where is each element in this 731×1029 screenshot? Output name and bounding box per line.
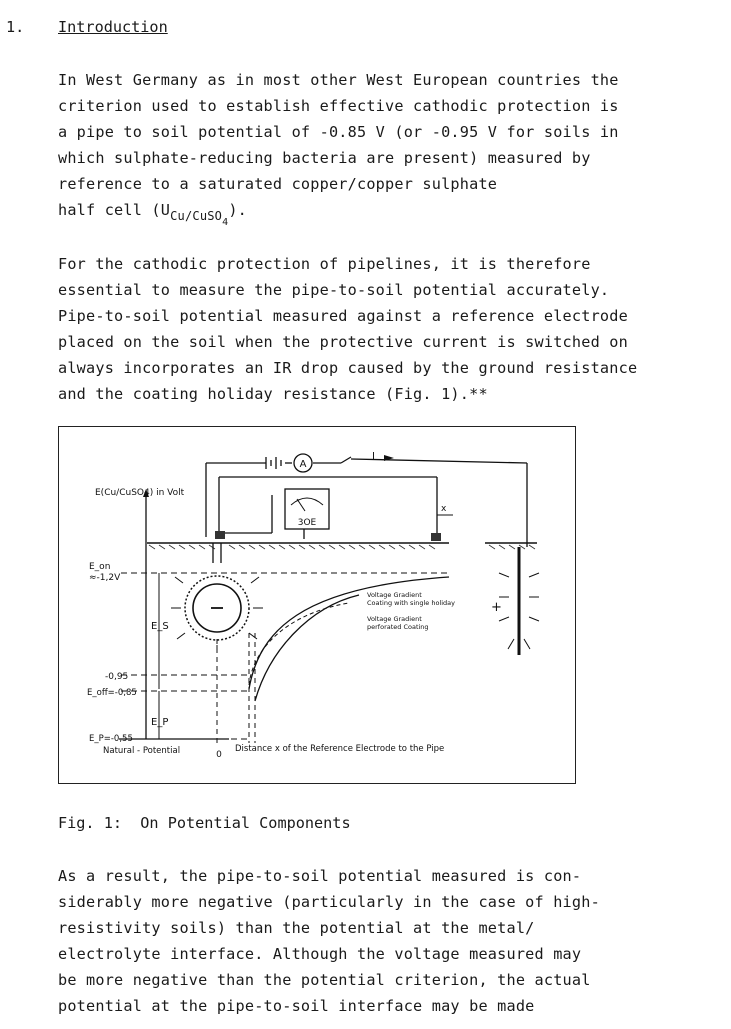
eoff-label: E_off=-0,85 (87, 688, 137, 698)
p1-line: criterion used to establish effective cathodic protection is (58, 97, 619, 115)
circuit-wires (206, 459, 527, 547)
p1-line: reference to a saturated copper/copper sulphate (58, 175, 498, 193)
curve2-label-2: perforated Coating (367, 623, 429, 631)
p3-line: As a result, the pipe-to-soil potential measured is con- (58, 867, 582, 885)
curve2-label-1: Voltage Gradient (367, 615, 422, 623)
ep-value-label: E_P=-0,55 (89, 734, 133, 744)
p2-line: For the cathodic protection of pipelines, it is therefore (58, 255, 591, 273)
switch-icon (341, 457, 351, 463)
p3-line: siderably more negative (particularly in the case of high- (58, 893, 600, 911)
curve-perforated (255, 595, 359, 701)
anode-icon (499, 547, 539, 655)
e-on-value: ≈-1,2V (89, 573, 121, 583)
p2-line: Pipe-to-soil potential measured against a reference electrode (58, 307, 628, 325)
p2-line: and the coating holiday resistance (Fig. 1).** (58, 385, 488, 403)
p3-line: potential at the pipe-to-soil interface may be made (58, 997, 535, 1015)
p1-subsub: 4 (222, 217, 229, 228)
battery-icon (266, 457, 281, 469)
p1-last-line (58, 197, 247, 226)
p1-sub-text: Cu/CuSO (170, 209, 223, 223)
section-number: 1. (6, 18, 25, 36)
p3-line: resistivity soils) than the potential at the metal/ (58, 919, 535, 937)
p3-line: electrolyte interface. Although the voltage measured may (58, 945, 582, 963)
p2-line: placed on the soil when the protective current is switched on (58, 333, 628, 351)
p1-line: which sulphate-reducing bacteria are present) measured by (58, 149, 591, 167)
y-axis-label: E(Cu/CuSO4) in Volt (95, 488, 185, 498)
section-title: Introduction (58, 18, 168, 36)
v095-label: -0,95 (105, 672, 129, 682)
zero-label: 0 (216, 750, 222, 760)
x-axis-label: Distance x of the Reference Electrode to the Pipe (235, 744, 445, 754)
curve-perforated-dashed (249, 603, 349, 685)
p1-line: In West Germany as in most other West European countries the (58, 71, 619, 89)
e-on-label: E_on (89, 562, 111, 572)
figure-diagram (59, 427, 575, 783)
p3-line: be more negative than the potential criterion, the actual (58, 971, 591, 989)
figure-potential-components (58, 426, 576, 784)
plus-sign: + (491, 600, 502, 615)
es-label: E_S (151, 621, 169, 632)
figure-caption: Fig. 1: On Potential Components (58, 814, 351, 832)
p1-last-suffix: ). (228, 201, 248, 219)
p2-line: always incorporates an IR drop caused by the ground resistance (58, 359, 638, 377)
x-dimension-label: x (441, 504, 447, 514)
ammeter-label: A (299, 459, 307, 470)
p1-line: a pipe to soil potential of -0.85 V (or -0.95 V for soils in (58, 123, 619, 141)
current-label: I (372, 451, 375, 462)
ground-surface (147, 543, 537, 549)
reference-electrode-far-icon (431, 533, 441, 541)
ep-label: E_P (151, 717, 169, 728)
p2-line: essential to measure the pipe-to-soil potential accurately. (58, 281, 610, 299)
voltmeter-label: 3OE (297, 518, 317, 528)
natural-potential-label: Natural - Potential (103, 746, 181, 756)
p1-last-sub (170, 209, 229, 228)
curve1-label-2: Coating with single holiday (367, 599, 455, 607)
curve1-label-1: Voltage Gradient (367, 591, 422, 599)
p1-last-prefix: half cell (U (58, 201, 171, 219)
reference-electrode-icon (215, 531, 225, 539)
